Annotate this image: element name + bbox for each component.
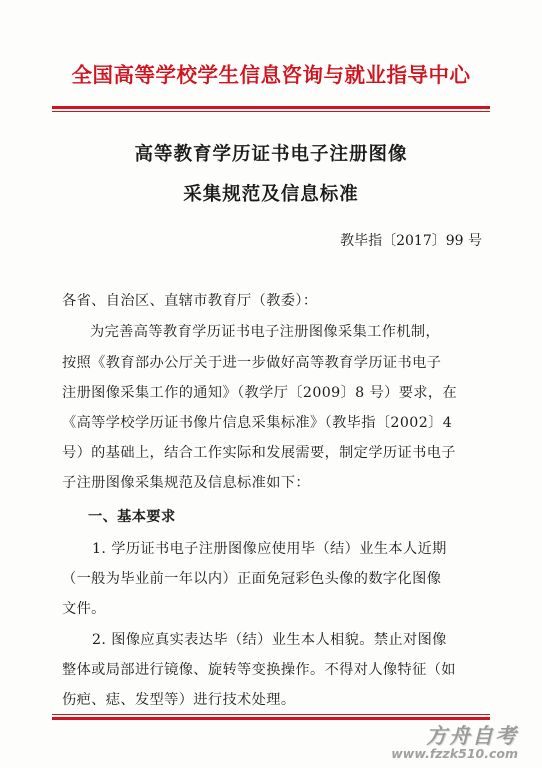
item1-line: 1. 学历证书电子注册图像应使用毕（结）业生本人近期 [92,541,447,557]
item2-line: 伤疤、痣、发型等）进行技术处理。 [62,692,296,708]
item1-line: 文件。 [62,601,106,617]
item2-line: 整体或局部进行镜像、旋转等变换操作。不得对人像特征（如 [62,662,456,678]
addressee: 各省、自治区、直辖市教育厅（教委）： [62,293,318,309]
header-red-rule [52,106,490,112]
header-rule-thick [52,106,490,109]
section-heading: 一、基本要求 [88,509,176,525]
watermark [376,720,526,764]
item2-line: 2. 图像应真实表达毕（结）业生本人相貌。禁止对图像 [92,632,447,648]
issuing-organization: 全国高等学校学生信息咨询与就业指导中心 [71,63,471,87]
document-number: 教毕指〔2017〕99 号 [340,233,482,249]
intro-line: 为完善高等教育学历证书电子注册图像采集工作机制， [90,324,441,340]
intro-line: 注册图像采集工作的通知》（教学厅〔2009〕8 号）要求，在 [62,385,458,401]
document-title-line2: 采集规范及信息标准 [183,184,359,205]
footer-rule-thin [52,714,490,715]
header-rule-thin [52,111,490,112]
intro-line: 号）的基础上，结合工作实际和发展需要，制定学历证书电子 [62,445,456,461]
intro-line: 按照《教育部办公厅关于进一步做好高等教育学历证书电子 [62,355,442,371]
intro-line: 子注册图像采集规范及信息标准如下： [62,475,310,491]
watermark-url: www.fzzk510.com [391,746,518,761]
document-title-line1: 高等教育学历证书电子注册图像 [134,144,408,165]
item1-line: （一般为毕业前一年以内）正面免冠彩色头像的数字化图像 [62,571,442,587]
watermark-logo-text: 方舟自考 [426,724,518,748]
intro-line: 《高等学校学历证书像片信息采集标准》（教毕指〔2002〕4 [62,415,453,431]
